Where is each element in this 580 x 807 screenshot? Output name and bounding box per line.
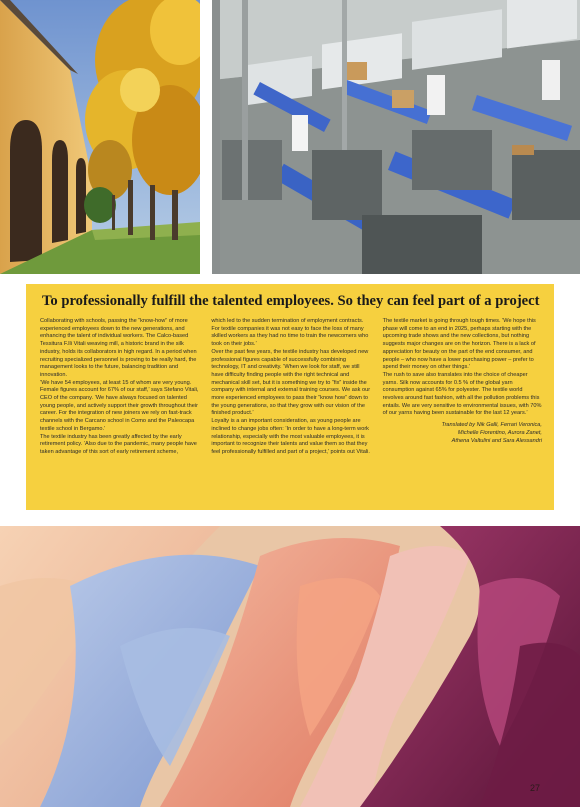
photo-silk-fabrics	[0, 526, 580, 807]
article-columns	[40, 318, 542, 457]
paragraph: Over the past few years, the textile industry has developed new professional figures capable of successfully combining technology, IT and creativity. ‘When we look for staff, we still have difficulty finding people with the right technical and mechanical skill set, but it is something we try to “fix” inside the company with internal and external training courses. We ask our more experienced employees to pass their “know how” down to the young generations, so that they grow with our vision of the finished product.’	[211, 348, 371, 417]
photo-building-trees	[0, 0, 200, 274]
paragraph: which led to the sudden termination of employment contracts. For textile companies it was not easy to face the loss of many skilled workers as they had no time to train the newcomers who took on their jobs.’	[211, 318, 369, 348]
paragraph: ‘We have 54 employees, at least 15 of whom are very young. Female figures account for 67% of our staff,’ says Stefano Vitali, CEO of the company. ‘We have always focused on talented young people, and actively support their growth throughout their career. For the integration of new joiners we rely on fast-track channels with the Carcano school in Como and the Paleocapa textile school in Bergamo.’	[40, 379, 199, 432]
credits-line: Translated by Nik Galli, Ferrari Veronica,	[441, 422, 542, 429]
credits-line: Athena Valtulini and Sara Alessandri	[451, 437, 542, 444]
article-headline: To professionally fulfill the talented employees. So they can feel part of a project	[42, 293, 540, 309]
photo-weaving-mill	[212, 0, 580, 274]
article-box	[26, 284, 554, 510]
paragraph: The textile industry has been greatly affected by the early retirement policy. ‘Also due to the pandemic, many people have taken advantage of this sort of early retirement scheme,	[40, 433, 197, 455]
credits-line: Michelle Fiorentino, Aurora Zanet,	[457, 429, 542, 436]
paragraph: The rush to save also translates into the choice of cheaper yarns. Silk now accounts for 0.5 % of the global yarn consumption against 65% for polyester. The textile world revolves around fast fashion, with all the pollution problems this entails. We are very sensitive to environmental issues, with 70% of our yarns having been sustainable for the last 12 years.’	[382, 371, 542, 417]
paragraph: Collaborating with schools, passing the “know-how” of more experienced employees down to the new generations, and enhancing the talent of individual workers. The Calco-based Tessitura F.lli Vitali weaving mill, a historic brand in the silk industry, holds its collaborators in high regard. In a period when recruiting specialized personnel is proving to be really hard, the management looks to the future, balancing tradition and innovation.	[40, 318, 197, 378]
article-column-3	[383, 318, 542, 457]
paragraph: Loyalty is a an important consideration, as young people are inclined to change jobs often: ‘In order to have a long-term work relationship, especially with the most valuable employees, it is important to recognize their talents and value them so that they feel professionally fulfilled and part of a project,’ points out Vitali.	[211, 418, 370, 455]
page-number: 27	[529, 783, 540, 793]
article-column-1	[40, 318, 199, 457]
translation-credits	[383, 422, 542, 445]
paragraph: The textile market is going through tough times. ‘We hope this phase will come to an end in 2025, perhaps starting with the upcoming trade shows and the new collections, but nothing suggests major changes are on the horizon. There is a lack of appreciation for beauty on the part of the end consumer, and people – who now have a lower purchasing power – prefer to spend their money on other things.’	[382, 318, 536, 371]
article-column-2	[211, 318, 370, 457]
